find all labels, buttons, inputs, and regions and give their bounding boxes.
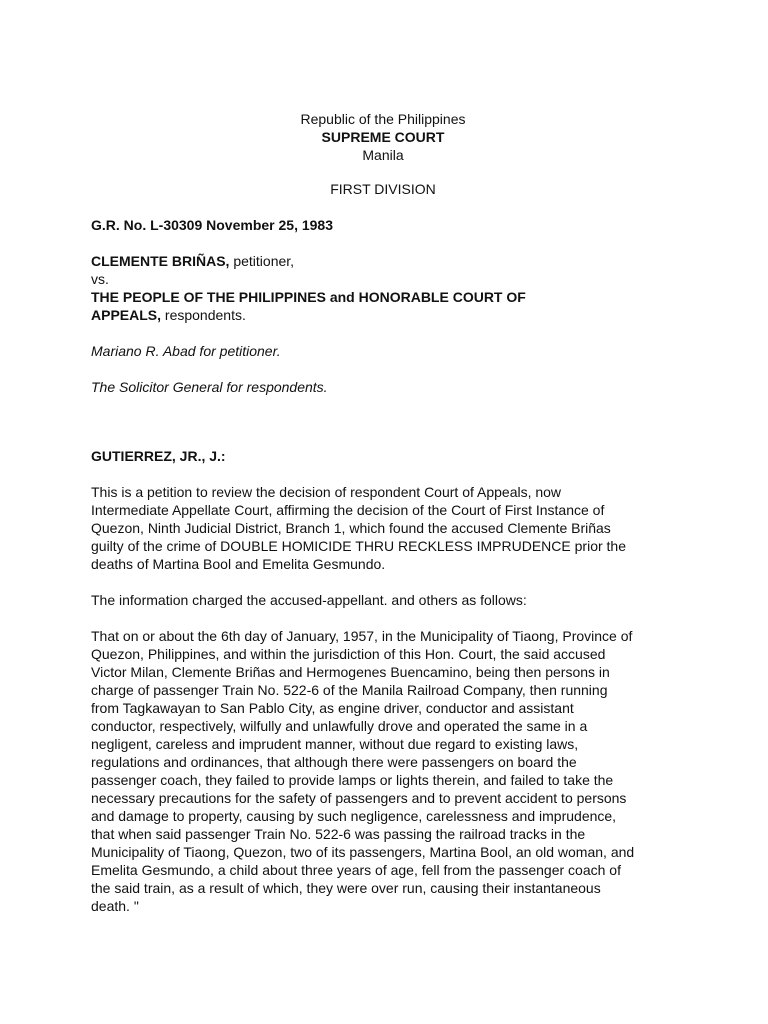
paragraph-line: Quezon, Philippines, and within the jurisdiction of this Hon. Court, the said accused [91,646,606,662]
paragraph-3-quotation [91,627,691,915]
paragraph-2: The information charged the accused-appellant. and others as follows: [91,592,527,608]
paragraph-line: charge of passenger Train No. 522-6 of the Manila Railroad Company, then running [91,682,608,698]
respondents-line-1: THE PEOPLE OF THE PHILIPPINES and HONORABLE COURT OF [91,289,526,305]
paragraph-1 [91,483,691,573]
paragraph-line: This is a petition to review the decision of respondent Court of Appeals, now [91,484,562,500]
versus: vs. [91,271,109,287]
paragraph-line: the said train, as a result of which, they were over run, causing their instantaneous [91,880,601,896]
paragraph-line: Intermediate Appellate Court, affirming the decision of the Court of First Instance of [91,502,605,518]
paragraph-line: that when said passenger Train No. 522-6 was passing the railroad tracks in the [91,826,586,842]
paragraph-line: conductor, respectively, wilfully and unlawfully drove and operated the same in a [91,718,588,734]
paragraph-line: negligent, careless and imprudent manner, without due regard to existing laws, [91,736,579,752]
paragraph-line: necessary precautions for the safety of passengers and to prevent accident to persons [91,790,627,806]
paragraph-line: from Tagkawayan to San Pablo City, as engine driver, conductor and assistant [91,700,574,716]
respondents-name: APPEALS, [91,307,162,323]
court-name: SUPREME COURT [321,129,445,145]
case-title [91,252,691,324]
paragraph-line: deaths of Martina Bool and Emelita Gesmundo. [91,556,386,572]
ponente: GUTIERREZ, JR., J.: [91,448,226,464]
paragraph-line: Emelita Gesmundo, a child about three years of age, fell from the passenger coach of [91,862,621,878]
respondents-role: respondents. [161,307,246,323]
case-number: G.R. No. L-30309 November 25, 1983 [91,217,333,233]
paragraph-line: passenger coach, they failed to provide lamps or lights therein, and failed to take the [91,772,614,788]
paragraph-line: Quezon, Ninth Judicial District, Branch 1, which found the accused Clemente Briñas [91,520,611,536]
document-page [91,110,691,915]
respondents-line-2 [91,306,691,324]
paragraph-line: guilty of the crime of DOUBLE HOMICIDE THRU RECKLESS IMPRUDENCE prior the [91,538,626,554]
paragraph-line: and damage to property, causing by such negligence, carelessness and imprudence, [91,808,617,824]
paragraph-line: death. " [91,898,139,914]
petitioner-name: CLEMENTE BRIÑAS, [91,253,230,269]
paragraph-line: Municipality of Tiaong, Quezon, two of its passengers, Martina Bool, an old woman, and [91,844,635,860]
counsel-respondents: The Solicitor General for respondents. [91,379,328,395]
republic-line: Republic of the Philippines [300,111,466,127]
paragraph-line: Victor Milan, Clemente Briñas and Hermogenes Buencamino, being then persons in [91,664,610,680]
paragraph-line: That on or about the 6th day of January, 1957, in the Municipality of Tiaong, Province of [91,628,633,644]
petitioner-line [91,252,691,270]
paragraph-line: regulations and ordinances, that although there were passengers on board the [91,754,577,770]
division-heading: FIRST DIVISION [330,181,436,197]
court-city: Manila [362,147,404,163]
court-header [91,110,675,164]
counsel-petitioner: Mariano R. Abad for petitioner. [91,343,281,359]
petitioner-role: petitioner, [229,253,295,269]
